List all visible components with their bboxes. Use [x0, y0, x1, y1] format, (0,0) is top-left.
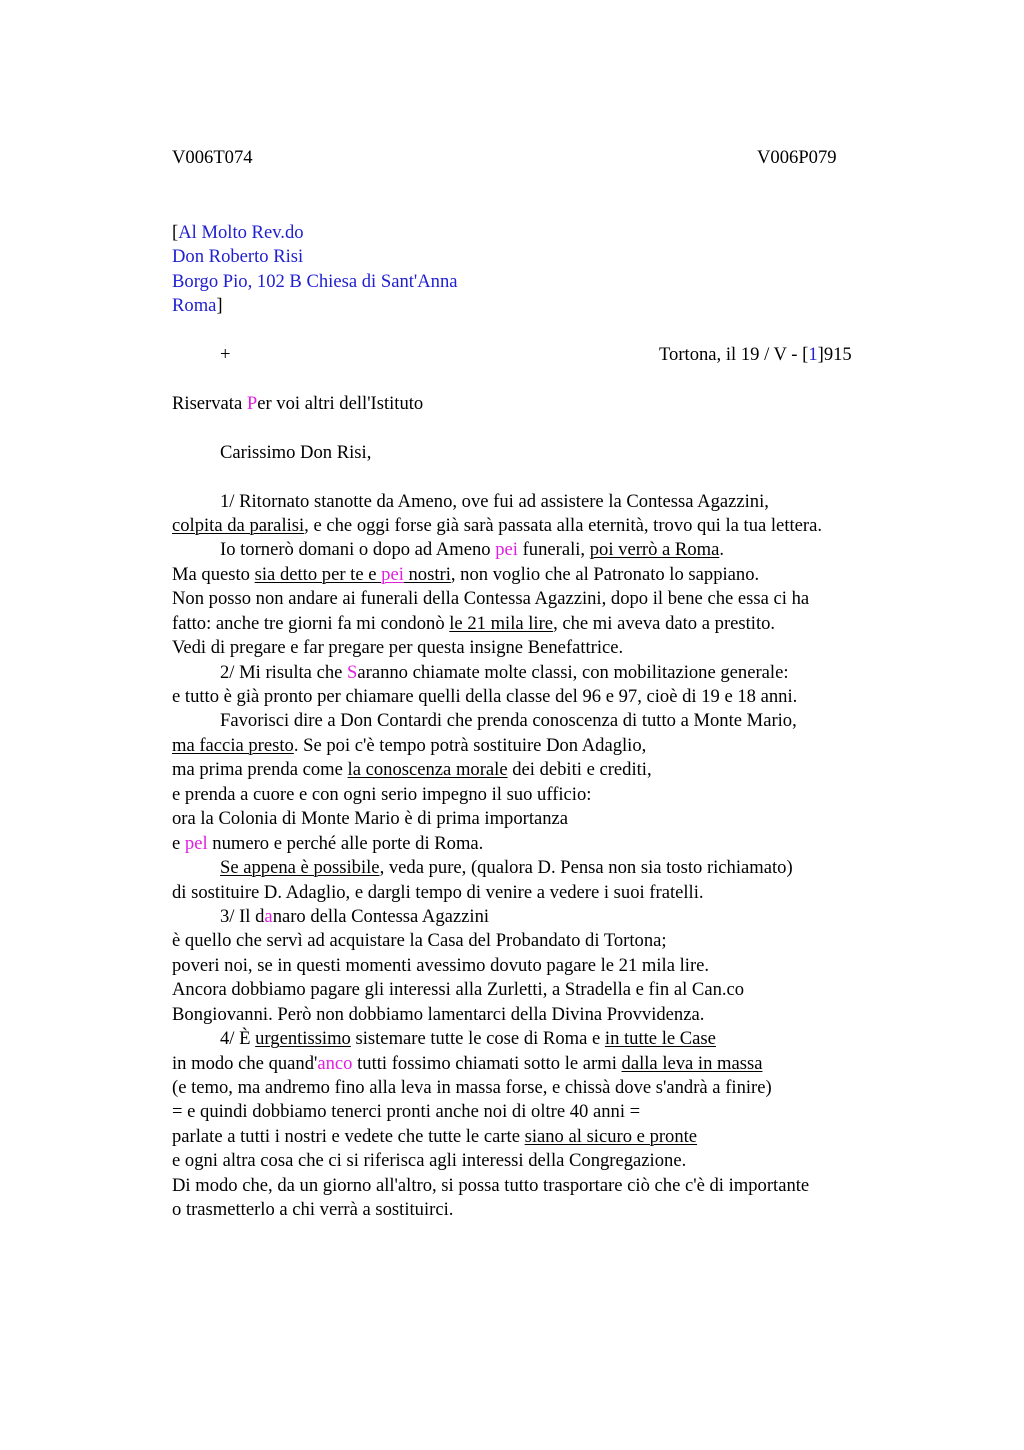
- body-line: e pel numero e perché alle porte di Roma.: [172, 833, 484, 854]
- body-line: poveri noi, se in questi momenti avessimo dovuto pagare le 21 mila lire.: [172, 955, 710, 976]
- address-line-2: Don Roberto Risi: [172, 246, 304, 267]
- address-line-1: Al Molto Rev.do: [178, 222, 304, 243]
- body-line: e ogni altra cosa che ci si riferisca agli interessi della Congregazione.: [172, 1150, 687, 1171]
- body-line: Di modo che, da un giorno all'altro, si possa tutto trasportare ciò che c'è di importante: [172, 1175, 810, 1196]
- document-code-right: V006P079: [757, 147, 837, 168]
- body-line: Io tornerò domani o dopo ad Ameno pei funerali, poi verrò a Roma.: [220, 539, 724, 560]
- body-line: ora la Colonia di Monte Mario è di prima importanza: [172, 808, 569, 829]
- body-line: ma faccia presto. Se poi c'è tempo potrà sostituire Don Adaglio,: [172, 735, 647, 756]
- body-line: Ma questo sia detto per te e pei nostri, non voglio che al Patronato lo sappiano.: [172, 564, 760, 585]
- body-line: 2/ Mi risulta che Saranno chiamate molte classi, con mobilitazione generale:: [220, 662, 789, 683]
- body-line: e prenda a cuore e con ogni serio impegno il suo ufficio:: [172, 784, 592, 805]
- body-line: = e quindi dobbiamo tenerci pronti anche noi di oltre 40 anni =: [172, 1101, 641, 1122]
- body-line: Favorisci dire a Don Contardi che prenda conoscenza di tutto a Monte Mario,: [220, 710, 797, 731]
- body-line: è quello che servì ad acquistare la Casa del Probandato di Tortona;: [172, 930, 667, 951]
- body-line: Vedi di pregare e far pregare per questa insigne Benefattrice.: [172, 637, 624, 658]
- body-line: 4/ È urgentissimo sistemare tutte le cose di Roma e in tutte le Case: [220, 1028, 716, 1049]
- body-line: di sostituire D. Adaglio, e dargli tempo di venire a vedere i suoi fratelli.: [172, 882, 704, 903]
- address-close-bracket: ]: [216, 295, 223, 316]
- cross-symbol: +: [220, 344, 231, 365]
- body-line: Se appena è possibile, veda pure, (qualora D. Pensa non sia tosto richiamato): [220, 857, 793, 878]
- body-line: (e temo, ma andremo fino alla leva in massa forse, e chissà dove s'andrà a finire): [172, 1077, 772, 1098]
- body-line: colpita da paralisi, e che oggi forse già sarà passata alla eternità, trovo qui la tua lettera.: [172, 515, 822, 536]
- body-line: Non posso non andare ai funerali della Contessa Agazzini, dopo il bene che essa ci ha: [172, 588, 810, 609]
- greeting: Carissimo Don Risi,: [220, 442, 372, 463]
- address-line-4: Roma: [172, 295, 217, 316]
- body-line: 1/ Ritornato stanotte da Ameno, ove fui ad assistere la Contessa Agazzini,: [220, 491, 769, 512]
- address-open-bracket: [: [172, 222, 179, 243]
- dateline: Tortona, il 19 / V - [1]915: [659, 344, 852, 365]
- reserved-note: Riservata Per voi altri dell'Istituto: [172, 393, 424, 414]
- body-line: 3/ Il danaro della Contessa Agazzini: [220, 906, 490, 927]
- body-line: Bongiovanni. Però non dobbiamo lamentarci della Divina Provvidenza.: [172, 1004, 705, 1025]
- document-code-left: V006T074: [172, 147, 253, 168]
- body-line: fatto: anche tre giorni fa mi condonò le 21 mila lire, che mi aveva dato a prestito.: [172, 613, 776, 634]
- body-line: in modo che quand'anco tutti fossimo chiamati sotto le armi dalla leva in massa: [172, 1053, 763, 1074]
- body-line: parlate a tutti i nostri e vedete che tutte le carte siano al sicuro e pronte: [172, 1126, 698, 1147]
- body-line: o trasmetterlo a chi verrà a sostituirci.: [172, 1199, 454, 1220]
- body-line: ma prima prenda come la conoscenza morale dei debiti e crediti,: [172, 759, 652, 780]
- body-line: e tutto è già pronto per chiamare quelli della classe del 96 e 97, cioè di 19 e 18 anni.: [172, 686, 798, 707]
- address-line-3: Borgo Pio, 102 B Chiesa di Sant'Anna: [172, 271, 458, 292]
- body-line: Ancora dobbiamo pagare gli interessi alla Zurletti, a Stradella e fin al Can.co: [172, 979, 745, 1000]
